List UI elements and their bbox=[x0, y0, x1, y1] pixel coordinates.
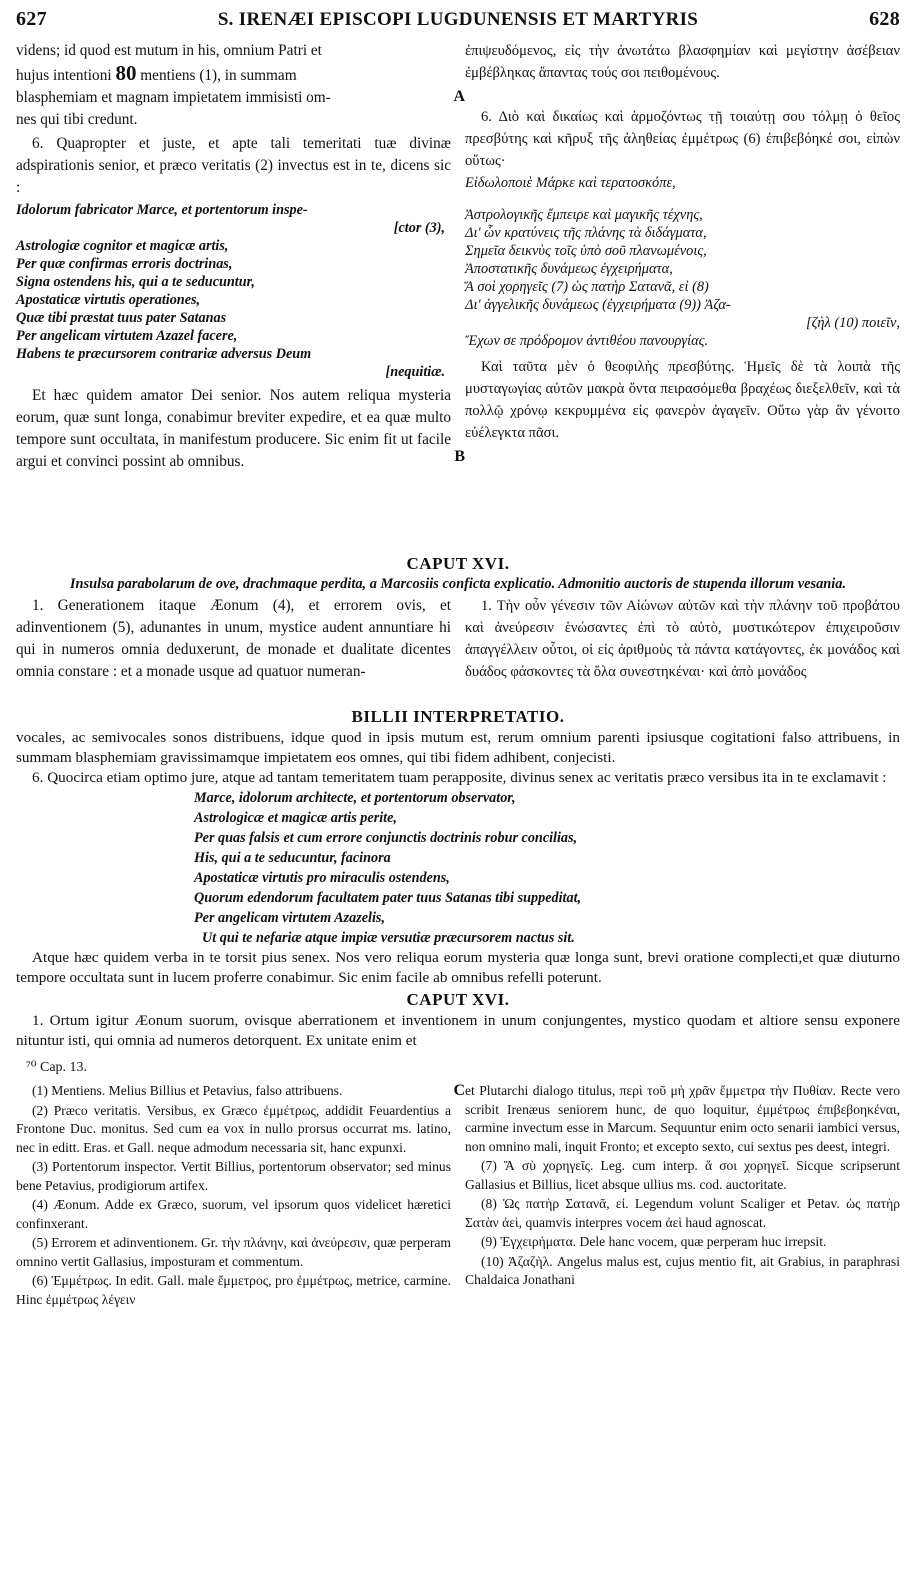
greek-column bbox=[465, 40, 900, 552]
poem-line: Astrologiæ cognitor et magicæ artis, bbox=[16, 238, 229, 254]
footnote: (6) Ἐμμέτρως. In edit. Gall. male ἔμμετρος, pro ἐμμέτρως, metrice, carmine. Hinc ἐμμέτρως λέγειν bbox=[16, 1273, 451, 1307]
footnote: (5) Errorem et adinventionem. Gr. τὴν πλάνην, καὶ ἀνεύρεσιν, quæ perperam omnino vertit Gallasius, imposturam et commentum. bbox=[16, 1235, 451, 1269]
poem-line: His, qui a te seducuntur, facinora bbox=[194, 850, 391, 866]
footnote-columns bbox=[16, 1082, 900, 1310]
top-columns bbox=[16, 40, 900, 552]
chapter-greek-text: 1. Τὴν οὖν γένεσιν τῶν Αἰώνων αὐτῶν καὶ τὴν πλάνην τοῦ προβάτου καὶ ἀνεύρεσιν ἑνώσαντες ἐπὶ τὸ αὐτὸ, μυστικώτερον ἐπιχειροῦσιν ἀπαγγέλλειν οὗτοι, οἱ εἰς ἀριθμοὺς τὰ πάντα κατάγοντες, ἐκ μονάδος καὶ δυάδος φάσκοντες τὰ ὅλα συνεστηκέναι· καὶ ἀπὸ μονάδος bbox=[465, 598, 900, 680]
footnote: (2) Præco veritatis. Versibus, ex Græco ἐμμέτρως, addidit Feuardentius a Frontone Duc. monitus. Sed cum ea vox in nullo prorsus occurrat ms. latino, nec in editt. Eras. et Gall. neque admodum necessaria sit, hanc expunxi. bbox=[16, 1102, 451, 1155]
poem-line: Per quas falsis et cum errore conjunctis doctrinis robur concilias, bbox=[194, 830, 578, 846]
footnote: (1) Mentiens. Melius Billius et Petavius, falso attribuens. bbox=[32, 1083, 343, 1098]
poem-line: Quæ tibi præstat tuus pater Satanas bbox=[16, 310, 227, 326]
poem-line: Δι' ὧν κρατύνεις τῆς πλάνης τὰ διδάγματα, bbox=[465, 225, 707, 241]
billii-paragraph: vocales, ac semivocales sonos distribuens, idque quod in ipsis mutum est, rerum omnium parenti ipsiusque cogitationi falso attribuens, in summam blasphemiam gravissimamque impietatem eos omnes, qui tibi fidem adhibent, conjecisti. bbox=[16, 729, 900, 766]
poem-line: Signa ostendens his, qui a te seducuntur, bbox=[16, 274, 255, 290]
latin-intro-line: nes qui tibi credunt. bbox=[16, 111, 138, 128]
poem-line: Apostaticæ virtutis pro miraculis ostendens, bbox=[194, 870, 450, 886]
chapter-latin-text: 1. Generationem itaque Æonum (4), et errorem ovis, et adinventionem (5), adunantes in unum, mystice audent annuntiare hi qui in numeros omnia deduxerunt, de monade et dualitate dicentes omnia constare : et a monade usque ad quatuor numeran- bbox=[16, 597, 451, 680]
cross-reference: ⁷⁰ Cap. 13. bbox=[26, 1060, 88, 1075]
footnote: (4) Æonum. Adde ex Græco, suorum, vel ipsorum quos videlicet hæretici confinxerant. bbox=[16, 1197, 451, 1231]
poem-line: Per quæ confirmas erroris doctrinas, bbox=[16, 256, 233, 272]
poem-line: [ctor (3), bbox=[393, 220, 445, 236]
poem-line: Ἀποστατικῆς δυνάμεως ἐγχειρήματα, bbox=[465, 261, 673, 277]
poem-line: Habens te præcursorem contrariæ adversus Deum bbox=[16, 346, 312, 362]
margin-marker-b: B bbox=[454, 448, 465, 465]
latin-intro-line: blasphemiam et magnam impietatem immisisti om- bbox=[16, 89, 331, 106]
chapter-summary: Insulsa parabolarum de ove, drachmaque perdita, a Marcosiis conficta explicatio. Admonitio auctoris de stupenda illorum vesania. bbox=[69, 576, 847, 592]
footnotes-right bbox=[465, 1082, 900, 1310]
poem-line: Ut qui te nefariæ atque impiæ versutiæ præcursorem nactus sit. bbox=[202, 930, 575, 946]
footnotes-left bbox=[16, 1082, 465, 1310]
chapter-columns bbox=[16, 595, 900, 705]
footnote: (9) Ἐγχειρήματα. Dele hanc vocem, quæ perperam huc irrepsit. bbox=[481, 1234, 827, 1249]
greek-poem bbox=[465, 174, 900, 350]
poem-line: [nequitiæ. bbox=[385, 364, 445, 380]
poem-line: Εἰδωλοποιὲ Μάρκε καὶ τερατοσκόπε, bbox=[465, 175, 676, 191]
poem-line: [ζὴλ (10) ποιεῖν, bbox=[805, 315, 900, 331]
chapter-latin-column bbox=[16, 595, 451, 705]
footnote: (10) Ἀζαζὴλ. Angelus malus est, cujus mentio fit, ait Grabius, in paraphrasi Chaldaica Jonathani bbox=[465, 1253, 900, 1287]
footnote: (8) Ὡς πατὴρ Σατανᾶ, εἰ. Legendum volunt Scaliger et Petav. ὡς πατὴρ Σατὰν ἀεὶ, quamvis interpres vocem ἀεὶ haud agnoscat. bbox=[465, 1196, 900, 1230]
billii-poem bbox=[16, 788, 900, 948]
latin-intro-line: videns; id quod est mutum in his, omnium Patri et bbox=[16, 42, 322, 59]
poem-line: Per angelicam virtutem Azazelis, bbox=[194, 910, 385, 926]
billii-heading: BILLII INTERPRETATIO. bbox=[351, 707, 565, 726]
running-title: S. IRENÆI EPISCOPI LUGDUNENSIS ET MARTYRIS bbox=[217, 9, 699, 30]
chapter-greek-column bbox=[465, 595, 900, 705]
poem-line: Per angelicam virtutem Azazel facere, bbox=[16, 328, 238, 344]
billii-paragraph: Atque hæc quidem verba in te torsit pius senex. Nos vero reliqua eorum mysteria quæ longa sunt, brevi oratione complecti,et quæ diuturno tempore occultata sunt in lucem proferre conabimur. Sic enim facile ab omnibus refelli poterunt. bbox=[16, 949, 900, 986]
page-number-right: 628 bbox=[869, 8, 900, 30]
poem-line: Ἔχων σε πρόδρομον ἀντιθέου πανουργίας. bbox=[465, 333, 709, 349]
latin-intro-line: hujus intentioni 80 mentiens (1), in summam bbox=[16, 61, 297, 85]
footnote: (7) Ἅ σὺ χορηγεῖς. Leg. cum interp. ἅ σοι χορηγεῖ. Sicque scripserunt Gallasius et Billius, licet absque ullius ms. cod. auctoritate. bbox=[465, 1158, 900, 1192]
poem-line: Σημεῖα δεικνὺς τοῖς ὑπὸ σοῦ πλανωμένοις, bbox=[465, 243, 707, 259]
chapter-heading: CAPUT XVI. bbox=[406, 554, 510, 573]
poem-line: Δι' ἀγγελικῆς δυνάμεως (ἐγχειρήματα (9)) Ἀζα- bbox=[465, 297, 731, 313]
footnote: et Plutarchi dialogo titulus, περὶ τοῦ μὴ χρᾶν ἔμμετρα τὴν Πυθίαν. Recte vero scribit Irenæus seniorem hunc, de quo loquitur, ἐμμέτρως ἐπιβεβοηκέναι, carmine invectum esse in Marcum. Sequuntur enim octo senarii iambici versus, non omnino mali, inquit Fronto; et excepto sexto, cui sextus pes deest, integri. bbox=[465, 1083, 900, 1154]
billii-paragraph: 1. Ortum igitur Æonum suorum, ovisque aberrationem et inventionem in unum conjungentes, mystico quodam et altiore sensu exponere nituntur isti, qui omnia ad numeros detorquent. Ex unitate enim et bbox=[16, 1012, 900, 1049]
greek-paragraph-6: 6. Διὸ καὶ δικαίως καὶ ἁρμοζόντως τῇ τοιαύτῃ σου τόλμῃ ὁ θεῖος πρεσβύτης καὶ κῆρυξ τῆς ἀληθείας ἐμμέτρως (6) ἐπιβεβόηκέ σοι, εἰπὼν οὕτως· bbox=[465, 109, 900, 169]
page-number-left: 627 bbox=[16, 8, 47, 30]
poem-line: Ἅ σοὶ χορηγεῖς (7) ὡς πατὴρ Σατανᾶ, εἰ (8) bbox=[465, 279, 709, 295]
latin-closing-paragraph: Et hæc quidem amator Dei senior. Nos autem reliqua mysteria eorum, quæ sunt longa, conabimur breviter expedire, et ea quæ multo tempore sunt occultata, in manifestum producere. Sic enim fit ut facile argui et convinci possint ab omnibus. bbox=[16, 387, 451, 470]
latin-paragraph-6: 6. Quapropter et juste, et apte tali temeritati tuæ divinæ adspirationis senior, et præco veritatis (2) invectus est in te, dicens sic : bbox=[16, 135, 451, 196]
greek-intro: ἐπιψευδόμενος, εἰς τὴν ἀνωτάτω βλασφημίαν καὶ μεγίστην ἀσέβειαν ἐμβέβληκας ἅπαντας τούς σοι πειθομένους. bbox=[465, 43, 900, 81]
billii-chapter-heading: CAPUT XVI. bbox=[406, 990, 510, 1009]
document-page bbox=[16, 8, 900, 1310]
margin-marker-c: C bbox=[453, 1082, 465, 1099]
margin-marker-a: A bbox=[453, 88, 465, 105]
column-number: 80 bbox=[115, 61, 137, 85]
poem-line: Astrologicæ et magicæ artis perite, bbox=[194, 810, 397, 826]
latin-column bbox=[16, 40, 465, 552]
poem-line: Apostaticæ virtutis operationes, bbox=[16, 292, 201, 308]
billii-paragraph: 6. Quocirca etiam optimo jure, atque ad tantam temeritatem tuam perapposite, divinus senex ac veritatis præco versibus ita in te exclamavit : bbox=[32, 769, 887, 786]
poem-line: Idolorum fabricator Marce, et portentorum inspe- bbox=[16, 202, 308, 218]
page-header bbox=[16, 8, 900, 40]
poem-line: Marce, idolorum architecte, et portentorum observator, bbox=[194, 790, 516, 806]
footnote: (3) Portentorum inspector. Vertit Billius, portentorum observator; sed minus bene Petavius, prodigiorum artifex. bbox=[16, 1159, 451, 1193]
greek-closing-paragraph: Καὶ ταῦτα μὲν ὁ θεοφιλὴς πρεσβύτης. Ἡμεῖς δὲ τὰ λοιπὰ τῆς μυσταγωγίας αὐτῶν μακρὰ ὄντα πειρασόμεθα βραχέως διεξελθεῖν, καὶ τὰ πολλῷ χρόνῳ κεκρυμμένα εἰς φανερὸν ἀγαγεῖν. Οὕτω γὰρ ἂν γένοιτο εὐέλεγκτα πᾶσι. bbox=[465, 359, 900, 441]
poem-line: Quorum edendorum facultatem pater tuus Satanas tibi suppeditat, bbox=[194, 890, 582, 906]
latin-poem bbox=[16, 201, 451, 381]
poem-line: Ἀστρολογικῆς ἔμπειρε καὶ μαγικῆς τέχνης, bbox=[465, 207, 703, 223]
